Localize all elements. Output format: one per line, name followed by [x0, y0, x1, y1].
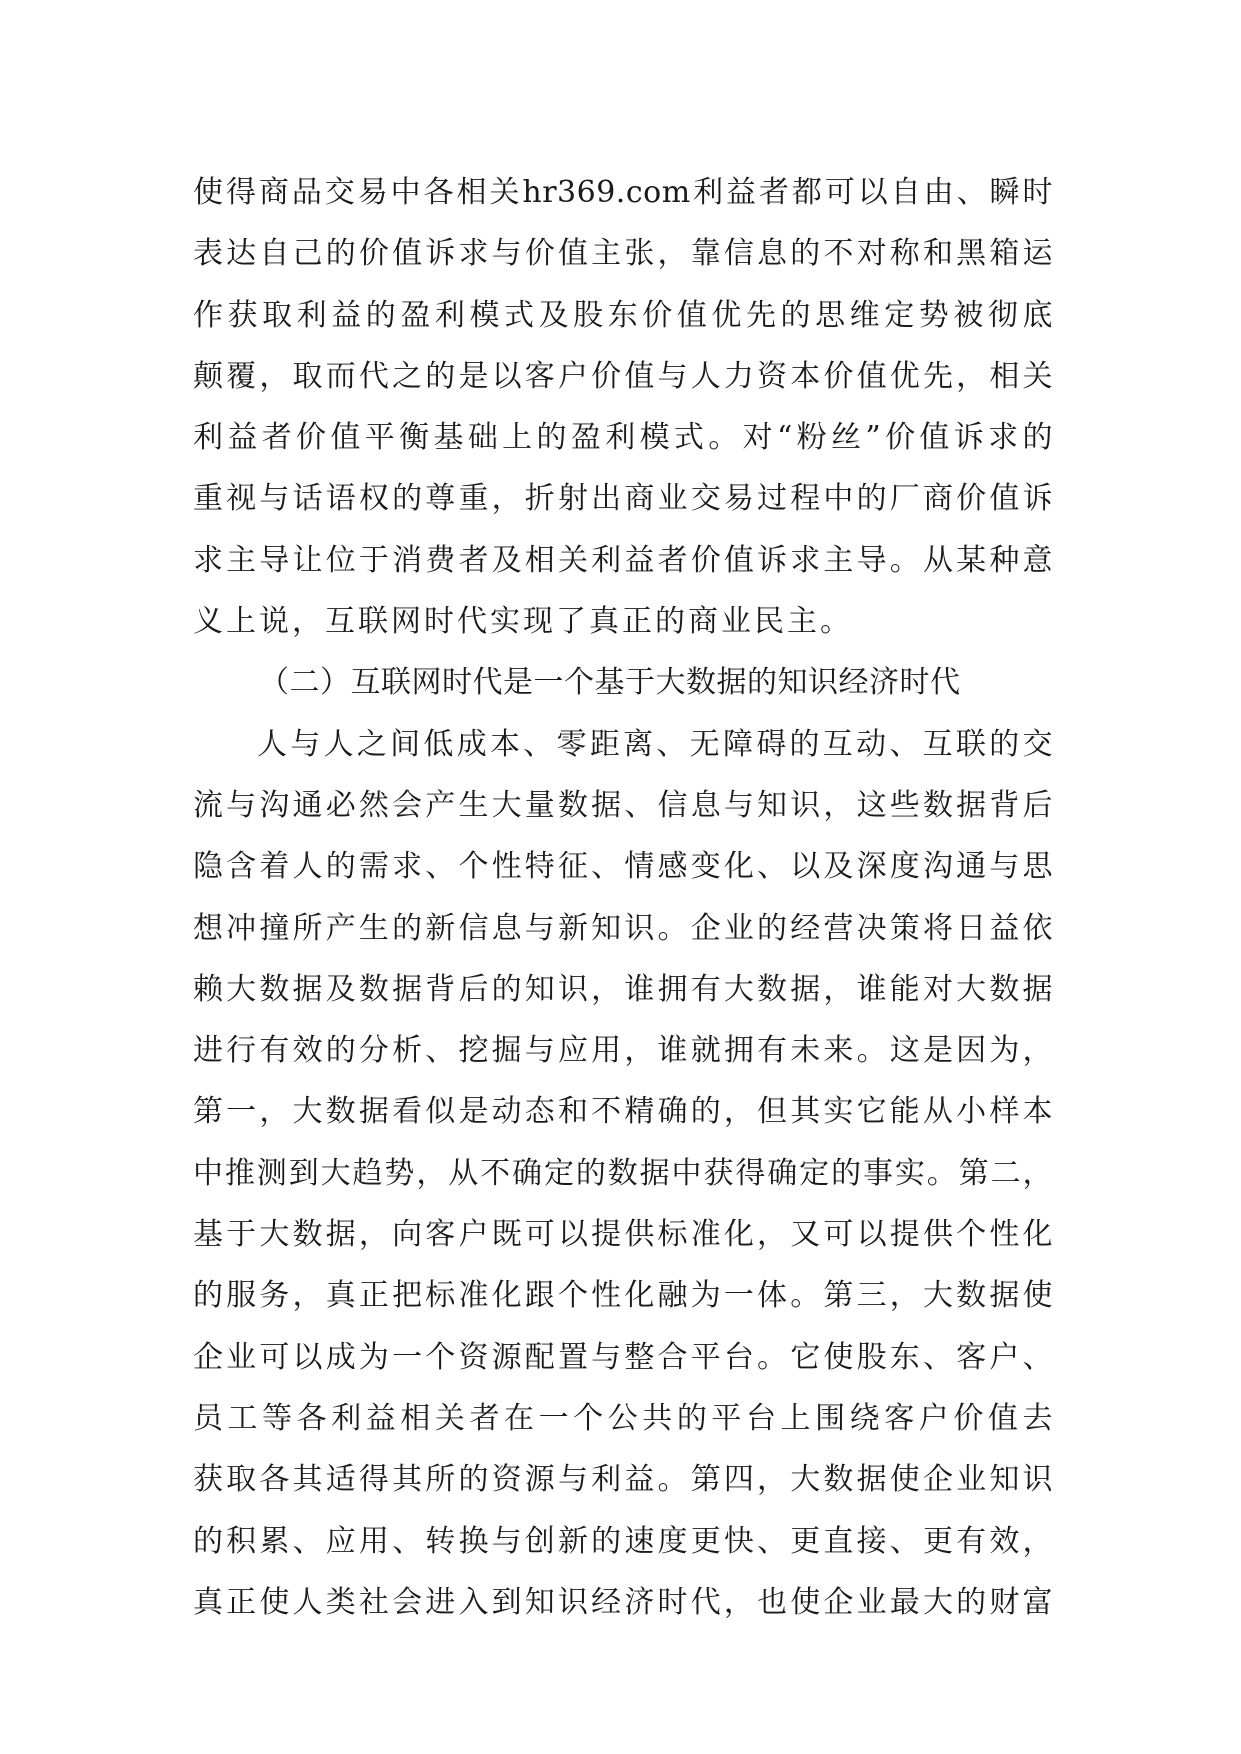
text-line: 第一，大数据看似是动态和不精确的，但其实它能从小样本 [193, 1094, 1053, 1130]
text-line: 表达自己的价值诉求与价值主张，靠信息的不对称和黑箱运 [193, 236, 1053, 272]
text-line: 员工等各利益相关者在一个公共的平台上围绕客户价值去 [193, 1400, 1053, 1436]
text-line: 的积累、应用、转换与创新的速度更快、更直接、更有效， [193, 1523, 1053, 1559]
text-line: 利益者价值平衡基础上的盈利模式。对“粉丝”价值诉求的 [193, 420, 1053, 456]
text-line: 人与人之间低成本、零距离、无障碍的互动、互联的交 [257, 726, 1053, 762]
text-line: 企业可以成为一个资源配置与整合平台。它使股东、客户、 [193, 1339, 1053, 1375]
section-heading: （二）互联网时代是一个基于大数据的知识经济时代 [259, 665, 961, 701]
paragraph [193, 714, 1053, 1633]
text-line: 隐含着人的需求、个性特征、情感变化、以及深度沟通与思 [193, 849, 1053, 885]
document-body [193, 162, 1053, 1633]
paragraph-continuation [193, 162, 1053, 652]
text-line: 重视与话语权的尊重，折射出商业交易过程中的厂商价值诉 [193, 481, 1053, 517]
text-line: 赖大数据及数据背后的知识，谁拥有大数据，谁能对大数据 [193, 971, 1053, 1007]
text-line: 求主导让位于消费者及相关利益者价值诉求主导。从某种意 [193, 542, 1053, 578]
text-line: 作获取利益的盈利模式及股东价值优先的思维定势被彻底 [193, 297, 1053, 333]
text-line: 进行有效的分析、挖掘与应用，谁就拥有未来。这是因为， [193, 1033, 1053, 1069]
text-line: 真正使人类社会进入到知识经济时代，也使企业最大的财富 [193, 1584, 1053, 1620]
text-line: 流与沟通必然会产生大量数据、信息与知识，这些数据背后 [193, 787, 1053, 823]
text-line: 想冲撞所产生的新信息与新知识。企业的经营决策将日益依 [193, 910, 1053, 946]
text-line: 的服务，真正把标准化跟个性化融为一体。第三，大数据使 [193, 1278, 1053, 1314]
text-line: 颠覆，取而代之的是以客户价值与人力资本价值优先，相关 [193, 358, 1053, 394]
text-line: 中推测到大趋势，从不确定的数据中获得确定的事实。第二， [193, 1155, 1053, 1191]
text-line: 获取各其适得其所的资源与利益。第四，大数据使企业知识 [193, 1462, 1053, 1498]
text-line: 基于大数据，向客户既可以提供标准化，又可以提供个性化 [193, 1217, 1053, 1253]
text-line: 义上说，互联网时代实现了真正的商业民主。 [193, 604, 853, 640]
text-line: 使得商品交易中各相关hr369.com利益者都可以自由、瞬时 [193, 175, 1053, 210]
